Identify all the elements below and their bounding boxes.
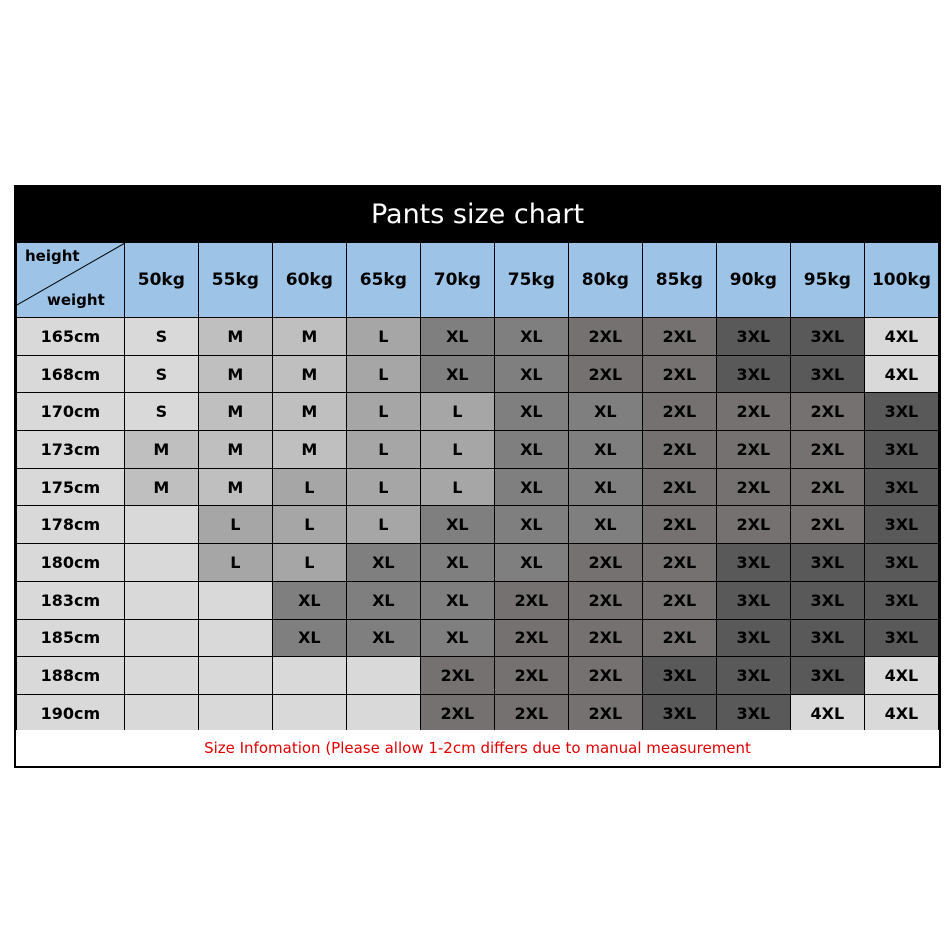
empty-cell	[272, 657, 346, 695]
size-cell: 3XL	[716, 694, 790, 732]
size-cell: 3XL	[790, 581, 864, 619]
height-label-183cm: 183cm	[17, 581, 125, 619]
size-cell: 2XL	[568, 619, 642, 657]
empty-cell	[198, 657, 272, 695]
size-cell: 3XL	[642, 657, 716, 695]
size-cell: 3XL	[864, 393, 938, 431]
size-cell: L	[346, 431, 420, 469]
size-cell: 2XL	[642, 506, 716, 544]
corner-weight-label: weight	[47, 291, 105, 309]
size-cell: 2XL	[642, 318, 716, 356]
weight-header-50kg: 50kg	[124, 243, 198, 318]
size-cell: M	[124, 468, 198, 506]
size-cell: L	[346, 318, 420, 356]
size-cell: 2XL	[716, 393, 790, 431]
size-cell: L	[346, 506, 420, 544]
size-cell: XL	[568, 468, 642, 506]
size-cell: L	[272, 544, 346, 582]
size-cell: 2XL	[642, 581, 716, 619]
table-row	[17, 431, 939, 469]
size-cell: L	[420, 468, 494, 506]
size-cell: 2XL	[716, 506, 790, 544]
size-cell: 2XL	[642, 431, 716, 469]
size-cell: 2XL	[420, 657, 494, 695]
height-label-180cm: 180cm	[17, 544, 125, 582]
size-cell: M	[198, 393, 272, 431]
header-row	[17, 243, 939, 318]
empty-cell	[198, 694, 272, 732]
table-row	[17, 468, 939, 506]
table-row	[17, 355, 939, 393]
size-cell: 3XL	[864, 468, 938, 506]
size-cell: S	[124, 318, 198, 356]
size-cell: M	[198, 355, 272, 393]
height-label-185cm: 185cm	[17, 619, 125, 657]
size-cell: XL	[420, 544, 494, 582]
size-cell: L	[346, 393, 420, 431]
size-cell: XL	[494, 393, 568, 431]
table-row	[17, 318, 939, 356]
chart-title: Pants size chart	[16, 187, 939, 242]
size-cell: XL	[346, 619, 420, 657]
size-cell: L	[346, 355, 420, 393]
size-cell: 2XL	[568, 657, 642, 695]
size-cell: 3XL	[790, 657, 864, 695]
size-cell: 3XL	[864, 581, 938, 619]
size-cell: XL	[494, 431, 568, 469]
size-cell: XL	[494, 355, 568, 393]
size-cell: L	[420, 431, 494, 469]
size-cell: 3XL	[716, 355, 790, 393]
size-cell: 4XL	[864, 694, 938, 732]
height-label-190cm: 190cm	[17, 694, 125, 732]
table-row	[17, 694, 939, 732]
height-label-168cm: 168cm	[17, 355, 125, 393]
height-label-175cm: 175cm	[17, 468, 125, 506]
size-cell: 2XL	[642, 393, 716, 431]
empty-cell	[124, 544, 198, 582]
size-cell: 2XL	[642, 468, 716, 506]
size-cell: 2XL	[568, 318, 642, 356]
size-table	[16, 242, 939, 733]
size-cell: 2XL	[568, 581, 642, 619]
size-cell: XL	[420, 506, 494, 544]
weight-header-95kg: 95kg	[790, 243, 864, 318]
weight-header-100kg: 100kg	[864, 243, 938, 318]
size-cell: 2XL	[642, 355, 716, 393]
table-row	[17, 506, 939, 544]
size-cell: XL	[346, 544, 420, 582]
size-cell: L	[420, 393, 494, 431]
size-cell: 2XL	[790, 431, 864, 469]
height-label-173cm: 173cm	[17, 431, 125, 469]
size-cell: XL	[420, 355, 494, 393]
size-cell: 2XL	[494, 581, 568, 619]
size-cell: 2XL	[716, 431, 790, 469]
weight-header-90kg: 90kg	[716, 243, 790, 318]
corner-header-cell	[17, 243, 125, 318]
size-cell: 2XL	[568, 694, 642, 732]
weight-header-75kg: 75kg	[494, 243, 568, 318]
size-cell: 2XL	[420, 694, 494, 732]
empty-cell	[198, 619, 272, 657]
size-cell: 2XL	[494, 657, 568, 695]
size-cell: L	[346, 468, 420, 506]
size-cell: L	[272, 468, 346, 506]
table-row	[17, 581, 939, 619]
empty-cell	[198, 581, 272, 619]
weight-header-70kg: 70kg	[420, 243, 494, 318]
weight-header-80kg: 80kg	[568, 243, 642, 318]
size-cell: XL	[568, 506, 642, 544]
size-cell: 3XL	[790, 544, 864, 582]
empty-cell	[272, 694, 346, 732]
size-cell: 2XL	[790, 393, 864, 431]
size-cell: XL	[494, 468, 568, 506]
size-cell: 3XL	[864, 544, 938, 582]
size-cell: XL	[420, 619, 494, 657]
size-cell: 2XL	[716, 468, 790, 506]
size-cell: 4XL	[864, 318, 938, 356]
size-cell: 3XL	[790, 619, 864, 657]
size-cell: 3XL	[790, 355, 864, 393]
empty-cell	[124, 657, 198, 695]
size-cell: M	[272, 318, 346, 356]
height-label-170cm: 170cm	[17, 393, 125, 431]
weight-header-60kg: 60kg	[272, 243, 346, 318]
size-cell: 2XL	[568, 544, 642, 582]
empty-cell	[124, 619, 198, 657]
weight-header-55kg: 55kg	[198, 243, 272, 318]
size-cell: 4XL	[864, 355, 938, 393]
size-cell: 3XL	[642, 694, 716, 732]
size-cell: 3XL	[716, 581, 790, 619]
size-cell: XL	[272, 619, 346, 657]
size-chart-frame	[14, 185, 941, 768]
empty-cell	[124, 581, 198, 619]
size-cell: M	[198, 318, 272, 356]
size-cell: 2XL	[568, 355, 642, 393]
size-cell: 2XL	[790, 506, 864, 544]
height-label-188cm: 188cm	[17, 657, 125, 695]
size-cell: S	[124, 355, 198, 393]
corner-height-label: height	[25, 247, 80, 265]
size-cell: 3XL	[716, 318, 790, 356]
size-cell: L	[272, 506, 346, 544]
size-cell: L	[198, 544, 272, 582]
size-cell: M	[124, 431, 198, 469]
size-cell: 3XL	[864, 431, 938, 469]
size-cell: 4XL	[864, 657, 938, 695]
empty-cell	[346, 657, 420, 695]
table-row	[17, 657, 939, 695]
size-cell: XL	[346, 581, 420, 619]
size-cell: XL	[494, 544, 568, 582]
size-cell: L	[198, 506, 272, 544]
size-cell: XL	[494, 318, 568, 356]
size-cell: 3XL	[716, 657, 790, 695]
size-cell: 2XL	[642, 619, 716, 657]
size-info-note: Size Infomation (Please allow 1-2cm differs due to manual measurement	[16, 730, 939, 766]
size-cell: M	[272, 393, 346, 431]
size-cell: XL	[272, 581, 346, 619]
table-row	[17, 544, 939, 582]
table-row	[17, 393, 939, 431]
height-label-178cm: 178cm	[17, 506, 125, 544]
size-cell: M	[198, 468, 272, 506]
size-cell: 3XL	[864, 619, 938, 657]
size-cell: 3XL	[716, 619, 790, 657]
size-cell: 3XL	[790, 318, 864, 356]
size-cell: 3XL	[716, 544, 790, 582]
size-cell: 2XL	[790, 468, 864, 506]
size-cell: M	[198, 431, 272, 469]
table-row	[17, 619, 939, 657]
empty-cell	[346, 694, 420, 732]
size-cell: 2XL	[494, 619, 568, 657]
size-cell: S	[124, 393, 198, 431]
weight-header-65kg: 65kg	[346, 243, 420, 318]
size-cell: XL	[494, 506, 568, 544]
weight-header-85kg: 85kg	[642, 243, 716, 318]
height-label-165cm: 165cm	[17, 318, 125, 356]
size-cell: 3XL	[864, 506, 938, 544]
size-cell: 2XL	[494, 694, 568, 732]
empty-cell	[124, 694, 198, 732]
size-cell: M	[272, 431, 346, 469]
empty-cell	[124, 506, 198, 544]
size-cell: XL	[568, 431, 642, 469]
size-cell: 4XL	[790, 694, 864, 732]
size-cell: XL	[420, 318, 494, 356]
size-cell: M	[272, 355, 346, 393]
size-cell: XL	[568, 393, 642, 431]
size-cell: XL	[420, 581, 494, 619]
size-cell: 2XL	[642, 544, 716, 582]
